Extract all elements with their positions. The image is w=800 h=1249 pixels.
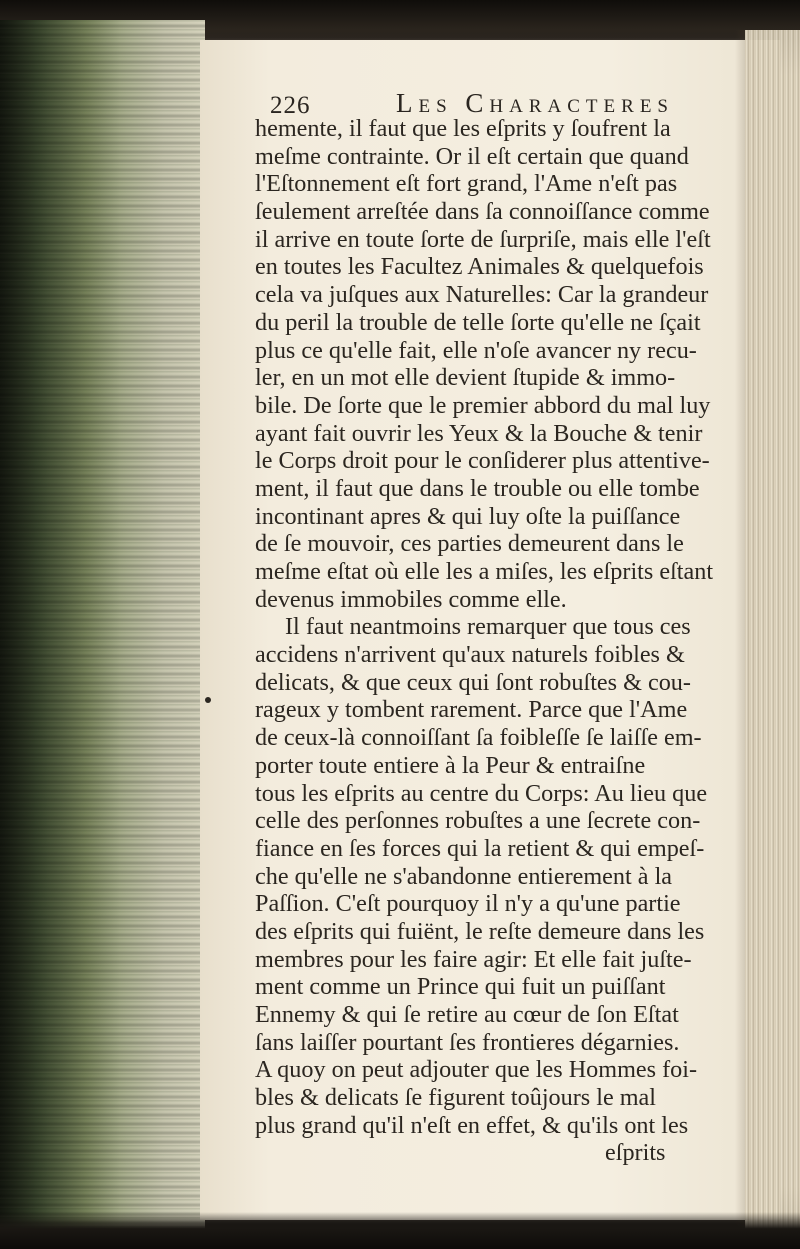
text-line: ſans laiſſer pourtant ſes frontieres dégarnies. [255,1028,680,1056]
ink-blot [205,697,211,703]
running-title: Les Characteres [396,88,674,118]
gutter-shadow [0,20,120,1235]
text-line: tous les eſprits au centre du Corps: Au lieu que [255,779,708,807]
bottom-shadow [0,1212,800,1249]
text-line: il arrive en toute ſorte de ſurpriſe, mais elle l'eſt [255,225,711,253]
text-line: delicats, & que ceux qui ſont robuſtes & cou- [255,668,691,696]
text-line: bile. De ſorte que le premier abbord du mal luy [255,391,711,419]
text-line: celle des perſonnes robuſtes a une ſecrete con- [255,807,701,835]
text-line: le Corps droit pour le conſiderer plus attentive- [255,447,710,475]
text-line: bles & delicats ſe figurent toûjours le mal [255,1084,657,1112]
text-line: de ceux-là connoiſſant ſa foibleſſe ſe laiſſe em- [255,724,702,752]
text-line: cela va juſques aux Naturelles: Car la grandeur [255,281,709,309]
text-line: ſeulement arreſtée dans ſa connoiſſance comme [255,198,710,226]
text-line: l'Eſtonnement eſt fort grand, l'Ame n'eſt pas [255,170,678,198]
text-line: meſme eſtat où elle les a miſes, les eſprits eſtant [255,558,714,585]
text-line: che qu'elle ne s'abandonne entierement à la [255,862,673,890]
text-line: A quoy on peut adjouter que les Hommes foi- [255,1056,698,1084]
text-line: ment, il faut que dans le trouble ou elle tombe [255,474,700,502]
catchword: eſprits [605,1139,666,1167]
text-line: rageux y tombent rarement. Parce que l'Ame [255,696,688,724]
text-line: de ſe mouvoir, ces parties demeurent dans le [255,530,684,558]
text-line: des eſprits qui fuiënt, le reſte demeure dans les [255,917,705,945]
text-line: membres pour les faire agir: Et elle fait juſte- [255,945,692,973]
text-line: incontinant apres & qui luy oſte la puiſſance [255,502,681,530]
text-line: ler, en un mot elle devient ſtupide & immo- [255,364,676,392]
paragraph-start-line: Il faut neantmoins remarquer que tous ces [285,613,691,641]
text-line: porter toute entiere à la Peur & entraiſne [255,751,646,779]
text-line: Ennemy & qui ſe retire au cœur de ſon Eſtat [255,1001,679,1028]
body-text [255,115,750,1167]
page-number: 226 [270,92,311,119]
text-line: plus grand qu'il n'eſt en effet, & qu'ils ont les [255,1111,689,1139]
fore-edge [745,30,800,1230]
text-line: en toutes les Facultez Animales & quelquefois [255,253,704,281]
text-line: ment comme un Prince qui fuit un puiſſant [255,973,666,1001]
text-line: ayant fait ouvrir les Yeux & la Bouche & tenir [255,419,703,447]
text-line: devenus immobiles comme elle. [255,585,567,613]
text-line: plus ce qu'elle fait, elle n'oſe avancer ny recu- [255,336,697,364]
text-line: fiance en ſes forces qui la retient & qui empeſ- [255,834,705,862]
text-line: hemente, il faut que les eſprits y ſoufrent la [255,115,671,142]
text-line: du peril la trouble de telle ſorte qu'elle ne ſçait [255,308,701,336]
text-line: Paſſion. C'eſt pourquoy il n'y a qu'une partie [255,890,681,918]
text-line: accidens n'arrivent qu'aux naturels foibles & [255,641,685,669]
text-line: meſme contrainte. Or il eſt certain que quand [255,142,689,170]
